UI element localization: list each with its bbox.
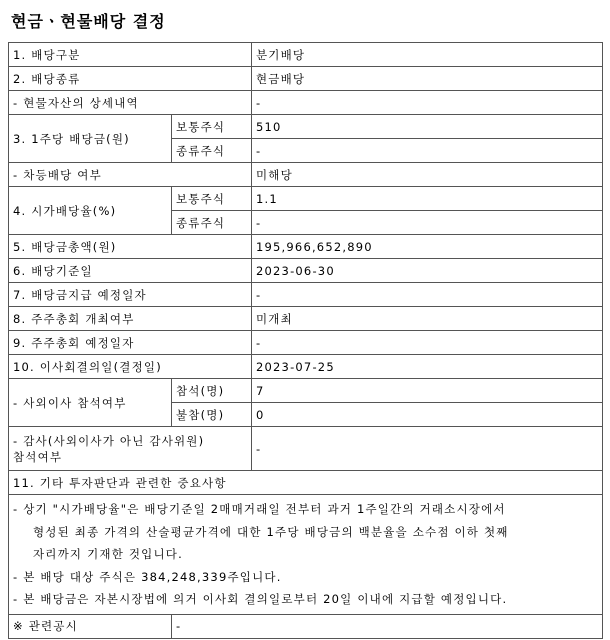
table-row xyxy=(9,259,603,283)
notes-cell xyxy=(9,495,603,615)
row-value: - xyxy=(252,211,603,235)
row-value: - xyxy=(252,283,603,307)
row-label-line: - 감사(사외이사가 아닌 감사위원) xyxy=(13,433,205,448)
table-row xyxy=(9,471,603,495)
row-label: 6. 배당기준일 xyxy=(9,259,252,283)
note-line: - 상기 "시가배당율"은 배당기준일 2매매거래일 전부터 과거 1주일간의 거래소시장에서 xyxy=(13,502,506,516)
note-line: 형성된 최종 가격의 산술평균가격에 대한 1주당 배당금의 백분율을 소수점 이하 첫째 xyxy=(33,524,509,539)
note-line: 자리까지 기재한 것입니다. xyxy=(33,547,183,561)
row-label: - 차등배당 여부 xyxy=(9,163,252,187)
row-sublabel: 보통주식 xyxy=(172,187,252,211)
row-value: 7 xyxy=(252,379,603,403)
row-sublabel: 참석(명) xyxy=(172,379,252,403)
row-value: 1.1 xyxy=(252,187,603,211)
section-heading: 11. 기타 투자판단과 관련한 중요사항 xyxy=(9,471,603,495)
related-disclosure-label: ※ 관련공시 xyxy=(9,614,172,638)
table-row xyxy=(9,495,603,615)
table-row xyxy=(9,43,603,67)
row-sublabel: 보통주식 xyxy=(172,115,252,139)
row-label: 1. 배당구분 xyxy=(9,43,252,67)
row-value: - xyxy=(252,427,603,471)
row-value: - xyxy=(252,331,603,355)
row-value: 미해당 xyxy=(252,163,603,187)
disclosure-table xyxy=(8,42,603,639)
table-row xyxy=(9,307,603,331)
row-value: - xyxy=(252,91,603,115)
table-row xyxy=(9,379,603,403)
row-label xyxy=(9,427,252,471)
note-line: - 본 배당금은 자본시장법에 의거 이사회 결의일로부터 20일 이내에 지급할 예정입니다. xyxy=(13,592,508,606)
row-label: 7. 배당금지급 예정일자 xyxy=(9,283,252,307)
row-sublabel: 종류주식 xyxy=(172,139,252,163)
row-value: 현금배당 xyxy=(252,67,603,91)
related-disclosure-value: - xyxy=(172,614,603,638)
table-row xyxy=(9,91,603,115)
row-label: - 사외이사 참석여부 xyxy=(9,379,172,427)
row-value: 195,966,652,890 xyxy=(252,235,603,259)
table-row xyxy=(9,283,603,307)
table-row xyxy=(9,115,603,139)
table-row xyxy=(9,614,603,638)
row-value: 분기배당 xyxy=(252,43,603,67)
row-label: 10. 이사회결의일(결정일) xyxy=(9,355,252,379)
table-row xyxy=(9,235,603,259)
table-row xyxy=(9,163,603,187)
row-value: 미개최 xyxy=(252,307,603,331)
row-sublabel: 불참(명) xyxy=(172,403,252,427)
row-value: - xyxy=(252,139,603,163)
row-label: 4. 시가배당율(%) xyxy=(9,187,172,235)
row-sublabel: 종류주식 xyxy=(172,211,252,235)
page-title: 현금ㆍ현물배당 결정 xyxy=(11,12,166,31)
row-value: 2023-06-30 xyxy=(252,259,603,283)
table-row xyxy=(9,331,603,355)
table-row xyxy=(9,187,603,211)
table-row xyxy=(9,355,603,379)
row-value: 2023-07-25 xyxy=(252,355,603,379)
row-label: 3. 1주당 배당금(원) xyxy=(9,115,172,163)
table-row xyxy=(9,67,603,91)
row-value: 0 xyxy=(252,403,603,427)
row-label: 9. 주주총회 예정일자 xyxy=(9,331,252,355)
row-label: 5. 배당금총액(원) xyxy=(9,235,252,259)
row-label-line: 참석여부 xyxy=(13,449,63,464)
row-label: 2. 배당종류 xyxy=(9,67,252,91)
row-label: 8. 주주총회 개최여부 xyxy=(9,307,252,331)
table-row xyxy=(9,427,603,471)
note-line: - 본 배당 대상 주식은 384,248,339주입니다. xyxy=(13,569,282,584)
row-label: - 현물자산의 상세내역 xyxy=(9,91,252,115)
row-value: 510 xyxy=(252,115,603,139)
